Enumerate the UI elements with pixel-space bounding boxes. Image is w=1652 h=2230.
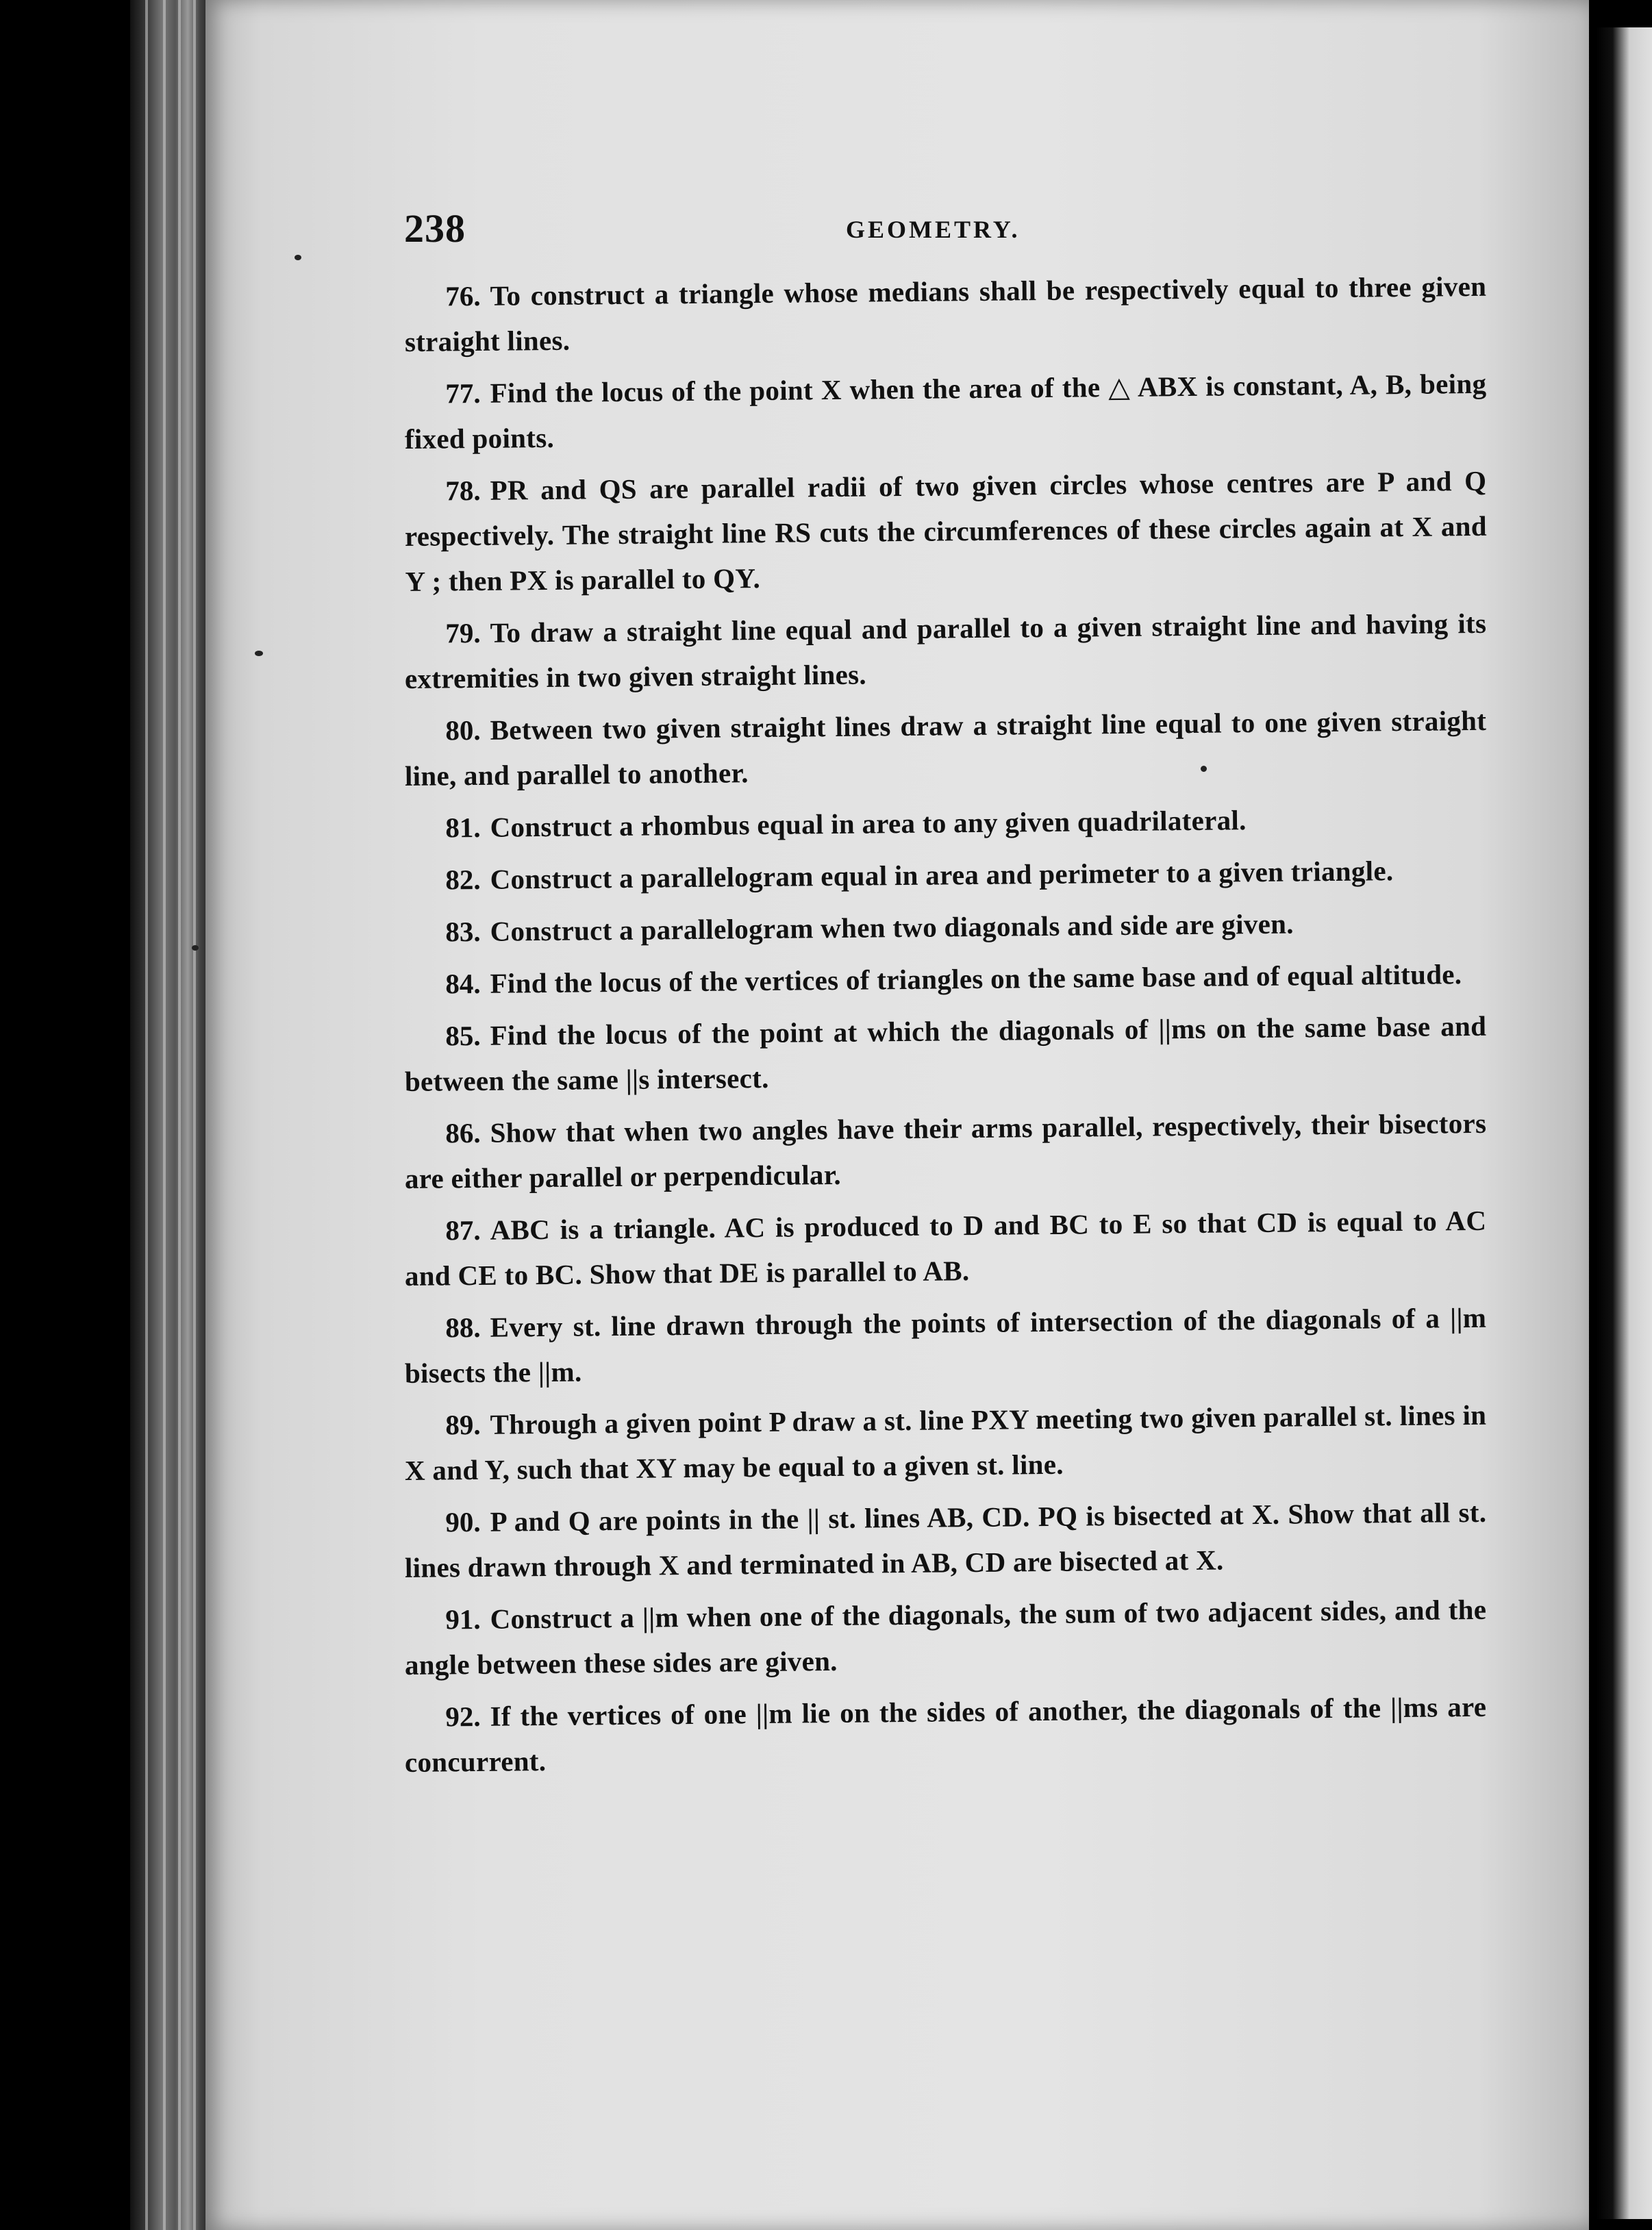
problem-number: 82. (445, 863, 481, 896)
ink-speck (192, 945, 199, 951)
page-edge-line (145, 0, 148, 2230)
problem-item (404, 361, 1487, 462)
running-title: GEOMETRY. (846, 216, 1021, 243)
page-header (404, 205, 1514, 260)
problem-number: 77. (445, 377, 481, 410)
problem-text: To draw a straight line equal and parallel to a given straight line and having its extremities in two given straight lines. (404, 607, 1487, 694)
problem-item (404, 698, 1487, 799)
problem-number: 89. (445, 1408, 481, 1441)
problem-number: 81. (445, 811, 481, 844)
problem-text: PR and QS are parallel radii of two given circles whose centres are P and Q respectively. The straight line RS cuts the circumferences of these circles again at X and Y ; then PX is parallel to QY. (404, 464, 1488, 597)
page-number: 238 (404, 206, 466, 251)
problem-text: ABC is a triangle. AC is produced to D and BC to E so that CD is equal to AC and CE to BC. Show that DE is parallel to AB. (404, 1204, 1487, 1292)
problem-number: 78. (445, 474, 481, 507)
problem-item (404, 1003, 1487, 1104)
problem-item (404, 601, 1487, 701)
problem-number: 80. (445, 714, 481, 747)
problem-item (404, 458, 1488, 604)
page-edge-line (178, 0, 181, 2230)
problem-item (404, 1587, 1487, 1688)
problem-text: Construct a rhombus equal in area to any given quadrilateral. (490, 804, 1247, 843)
problem-list (404, 270, 1488, 1792)
problem-number: 90. (445, 1505, 481, 1538)
problem-text: Show that when two angles have their arms parallel, respectively, their bisectors are either parallel or perpendicular. (404, 1107, 1487, 1194)
problem-text: Construct a ||m when one of the diagonals, the sum of two adjacent sides, and the angle between these sides are given. (404, 1593, 1487, 1681)
problem-text: To construct a triangle whose medians shall be respectively equal to three given straight lines. (404, 270, 1487, 358)
problem-number: 83. (445, 915, 481, 948)
ink-speck (255, 651, 263, 656)
problem-text: Every st. line drawn through the points of intersection of the diagonals of a ||m bisects the ||m. (404, 1301, 1487, 1389)
problem-item (404, 847, 1487, 903)
problem-item (404, 1490, 1487, 1590)
problem-number: 85. (445, 1019, 481, 1052)
problem-number: 88. (445, 1311, 481, 1344)
problem-text: Construct a parallelogram when two diagonals and side are given. (490, 907, 1294, 947)
problem-item (404, 1684, 1487, 1785)
problem-item (404, 795, 1487, 851)
page-edge-line (163, 0, 166, 2230)
problem-item (404, 1198, 1487, 1299)
problem-text: If the vertices of one ||m lie on the sides of another, the diagonals of the ||ms are concurrent. (404, 1690, 1487, 1778)
problem-number: 76. (445, 279, 481, 312)
problem-item (404, 264, 1487, 364)
problem-number: 87. (445, 1214, 481, 1246)
problem-text: Find the locus of the vertices of triangles on the same base and of equal altitude. (490, 958, 1462, 999)
facing-page-edge (1596, 27, 1652, 2219)
problem-item (404, 951, 1487, 1007)
problem-number: 86. (445, 1116, 481, 1149)
problem-text: Between two given straight lines draw a straight line equal to one given straight line, and parallel to another. (404, 704, 1487, 792)
problem-text: P and Q are points in the || st. lines AB, CD. PQ is bisected at X. Show that all st. lines drawn through X and terminated in AB, CD are bisected at X. (404, 1496, 1487, 1583)
problem-text: Find the locus of the point at which the diagonals of ||ms on the same base and between the same ||s intersect. (404, 1010, 1487, 1097)
problem-number: 79. (445, 616, 481, 649)
problem-item (404, 1295, 1487, 1396)
page-edge-line (193, 0, 196, 2230)
ink-speck (295, 255, 301, 260)
book-binding (130, 0, 212, 2230)
problem-item (404, 899, 1487, 955)
problem-number: 91. (445, 1603, 481, 1636)
problem-item (404, 1101, 1487, 1201)
problem-number: 84. (445, 967, 481, 1000)
problem-text: Find the locus of the point X when the area of the △ ABX is constant, A, B, being fixed points. (404, 367, 1487, 455)
problem-text: Construct a parallelogram equal in area and perimeter to a given triangle. (490, 855, 1394, 895)
problem-text: Through a given point P draw a st. line PXY meeting two given parallel st. lines in X and Y, such that XY may be equal to a given st. line. (404, 1399, 1487, 1486)
problem-item (404, 1392, 1487, 1493)
problem-number: 92. (445, 1700, 481, 1733)
